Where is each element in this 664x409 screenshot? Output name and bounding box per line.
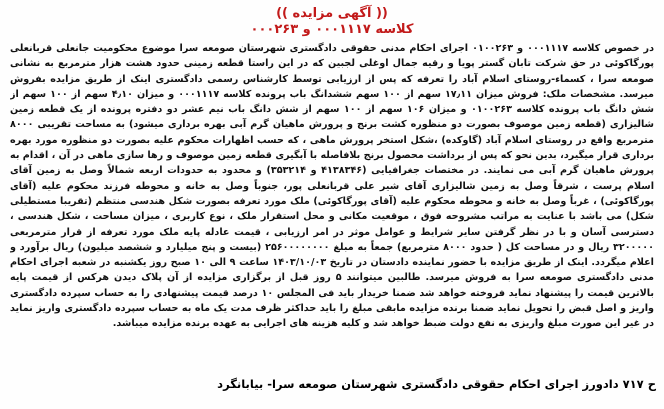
notice-signature: ح ۷۱۷ دادورز اجرای احکام حقوقی دادگستری شهرستان صومعه سرا- بیابانگرد [217, 377, 656, 391]
notice-title: (( آگهی مزایده )) [276, 6, 388, 21]
case-number: کلاسه ۰۰۰۱۱۱۷ و ۰۰۰۲۶۳ [250, 22, 414, 37]
notice-body: در خصوص کلاسه ۰۰۰۱۱۱۷ و ۰۱۰۰۲۶۳ اجرای احکام مدنی حقوقی دادگستری شهرستان صومعه سرا موضوع محکومیت جانعلی قربانعلی پورگاکوئی در حق شرکت تابان گستر پویا و رقیه جمال اوغلی لجبین که در این راستا قطعه زمینی حدود هشت هزار مترمربع به نشانی صومعه سرا ، کسماء-روستای اسلام آباد را تعرفه که پس از ارزیابی توسط کارشناس رسمی دادگستری اینک از طریق مزایده بفروش میرسد. مشخصات ملک: فروش میزان ۱۷٫۱۱ سهم از ۱۰۰ سهم ششدانگ باب پرونده کلاسه ۰۰۰۱۱۱۷ و میزان ۴٫۱۰ سهم از ۱۰۰ سهم از شش دانگ باب پرونده کلاسه ۰۱۰۰۲۶۳ و میزان ۱۰۶ سهم از ۱۰۰ سهم از شش دانگ باب نیم عشر دو دفتره پرونده از یک قطعه زمین شالیزاری (قطعه زمین موصوف بصورت دو منظوره کشت برنج و پرورش ماهیان گرم آبی بهره برداری میشود) به مساحت تقریبی ۸۰۰۰ مترمربع واقع در روستای اسلام آباد (گاوکده) ،شکل استخر پرورش ماهی ، که حسب اظهارات محکوم علیه بصورت دو منظوره مورد بهره برداری قرار میگیرد، بدین نحو که پس از برداشت محصول برنج بلافاصله با آبگیری قطعه زمین موصوف و رها سازی ماهی در آن ، اقدام به پرورش ماهیان گرم آبی می نمایند. در مختصات جغرافیایی (۴۱۳۸۳۴۶ و ۳۵۳۲۱۴) و محدود به حدودات اربعه شمالاً وصل به زمین آقای اسلام پرست ، شرقاً وصل به زمین شالیزاری آقای شیر علی قربانعلی پور، جنوباً وصل به خانه و محوطه فرزند محکوم علیه (آقای پورگاکوئی) ، غرباً وصل به خانه و محوطه محکوم علیه (آقای پورگاکوئی) ملک مورد تعرفه بصورت شکل هندسی منتظم (تقریبا مستطیلی شکل) می باشد با عنایت به مراتب مشروحه فوق ، موقعیت مکانی و محل استقرار ملک ، نوع کاربری ، میزان مساحت ، شکل هندسی ، دسترسی آسان و با در نظر گرفتن سایر شرایط و عوامل موثر در امر ارزیابی ، قیمت عادله پایه ملک مورد تعرفه از قرار مترمربعی ۳۲۰۰۰۰۰ ریال و در مساحت کل ( حدود ۸۰۰۰ مترمربع) جمعاً به مبلغ ۲۵۶۰۰۰۰۰۰۰۰ (بیست و پنج میلیارد و ششصد میلیون) ریال برآورد و اعلام میگردد. اینک از طریق مزایده با حضور نماینده دادستان در تاریخ ۱۴۰۳/۱۰/۰۳ ساعت ۹ الی ۱۰ صبح روز یکشنبه در شعبه اجرای احکام مدنی دادگستری صومعه سرا به فروش میرسد. طالبین میتوانند ۵ روز قبل از برگزاری مزایده از آن پلاک دیدن هرکس از قیمت پایه بالاترین قیمت را پیشنهاد نماید فروخته خواهد شد ضمنا خریدار باید فی المجلس ۱۰ درصد قیمت پیشنهادی را به حساب سپرده دادگستری واریز و اصل قبض را تحویل نماید ضمنا برنده مزایده مابقی مبلغ را باید حداکثر ظرف مدت یک ماه به حساب سپرده دادگستری واریز نماید در غیر این صورت مبلغ واریزی به نفع دولت ضبط خواهد شد و کلیه هزینه های اجرایی به عهده برنده مزایده میباشد. [10, 43, 654, 330]
